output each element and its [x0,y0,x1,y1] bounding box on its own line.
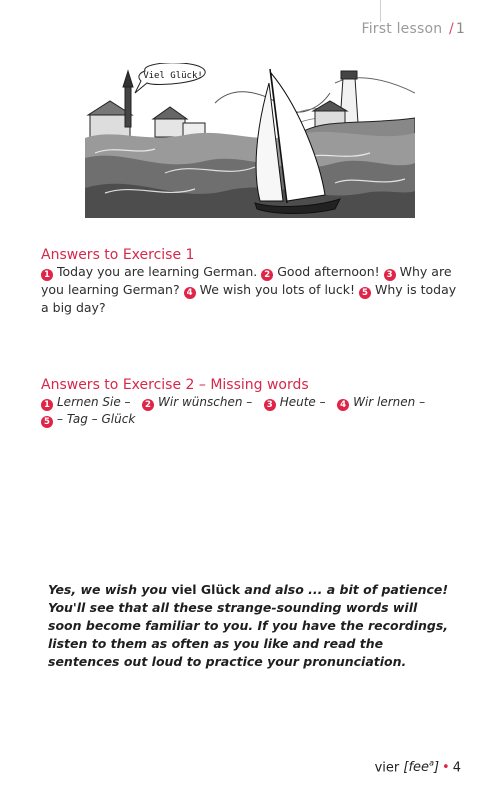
lesson-header [361,21,465,37]
exercise1-title: Answers to Exercise 1 [41,247,195,263]
lesson-label: First lesson [361,21,443,37]
ex1-answer-5: Why is today a big day? [41,282,457,315]
page-number: 4 [452,760,461,776]
speech-text: Viel Glück! [143,71,203,81]
header-rule [380,0,381,22]
exercise2-answers [41,394,461,428]
lesson-separator: / [448,21,454,37]
exercise2-title: Answers to Exercise 2 – Missing words [41,377,309,393]
bullet-5-icon: 5 [41,416,53,428]
note-german-phrase: viel Glück [171,582,241,597]
footer-dot-icon: • [442,760,450,776]
bullet-2-icon: 2 [261,269,273,281]
bullet-3-icon: 3 [384,269,396,281]
ex1-answer-1: Today you are learning German. [57,264,258,279]
sailboat-illustration [85,63,415,218]
footer-pronunciation: [fee$^a$] [403,759,440,776]
lesson-number: 1 [455,21,465,37]
bullet-2-icon: 2 [142,399,154,411]
bullet-5-icon: 5 [359,287,371,299]
bullet-4-icon: 4 [184,287,196,299]
ex2-answer-3: Heute – [279,395,326,409]
ex2-answer-4: Wir lernen – [353,395,426,409]
ex1-answer-4: We wish you lots of luck! [199,282,355,297]
ex2-answer-5: – Tag – Glück [57,412,136,426]
ex2-answer-1: Lernen Sie – [57,395,131,409]
bullet-1-icon: 1 [41,269,53,281]
note-part-1: Yes, we wish you [48,582,172,597]
exercise1-answers [41,263,461,317]
bullet-4-icon: 4 [337,399,349,411]
ex2-answer-2: Wir wünschen – [158,395,253,409]
bullet-3-icon: 3 [264,399,276,411]
note-paragraph [48,581,453,671]
ex1-answer-2: Good afternoon! [277,264,380,279]
footer-word: vier [374,760,400,776]
note-part-3: and also ... a bit of patience! You'll see that all these strange-sounding words will soon become familiar to you. If you have the recordings, listen to them as often as you like and read the sentences out loud to practice your pronunciation. [48,582,449,669]
ex1-answer-3: Why are you learning German? [41,264,452,297]
page-footer [375,759,461,775]
bullet-1-icon: 1 [41,399,53,411]
